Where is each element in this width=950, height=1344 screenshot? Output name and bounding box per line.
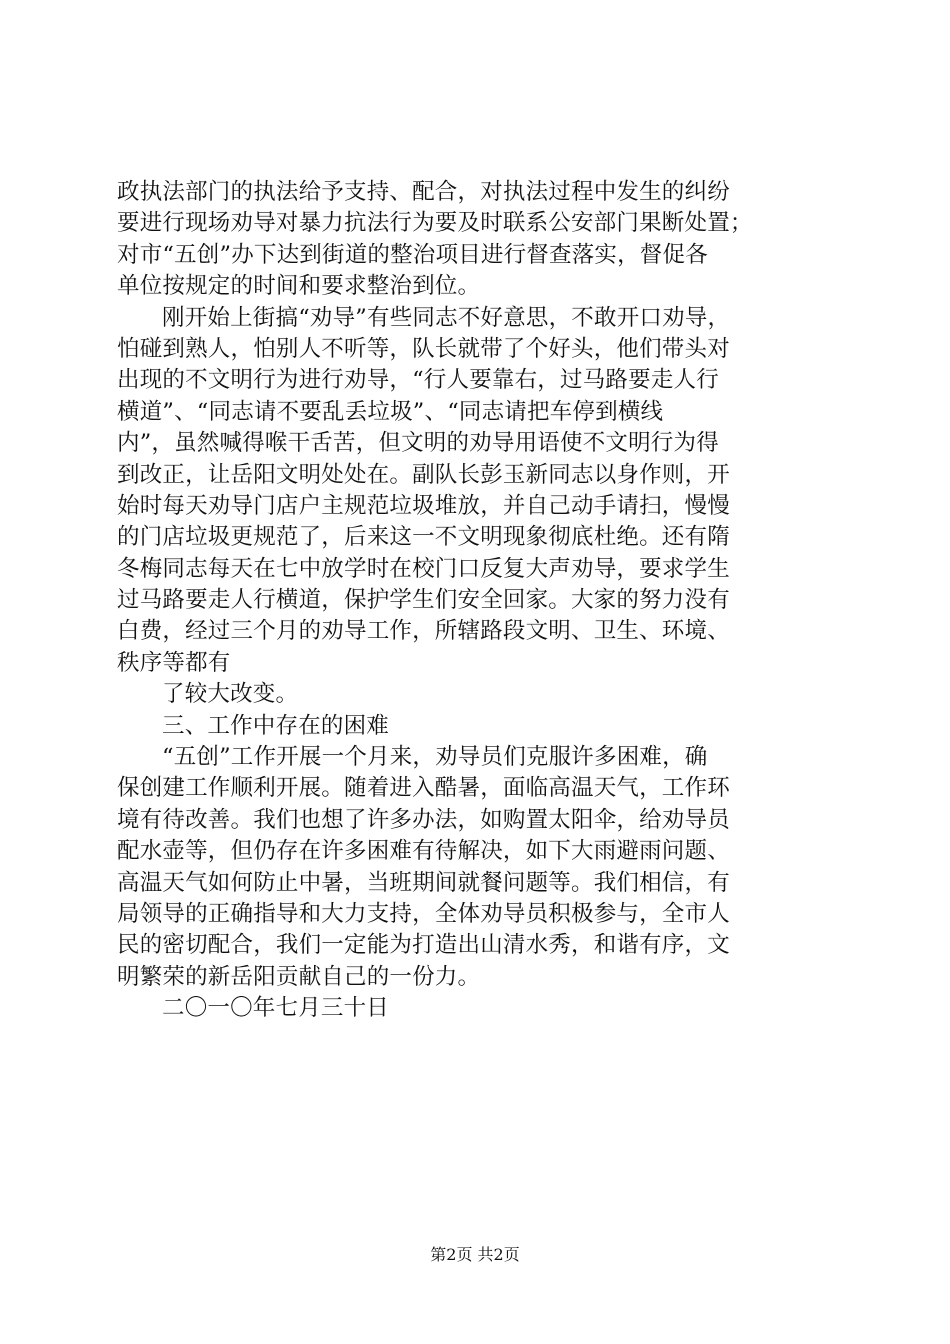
section-heading: 三、工作中存在的困难 — [162, 712, 390, 739]
text-line: 秩序等都有 — [117, 649, 231, 676]
paragraph-start-line: 了较大改变。 — [162, 681, 299, 708]
text-line: 高温天气如何防止中暑，当班期间就餐问题等。我们相信，有 — [117, 869, 730, 896]
text-line: 境有待改善。我们也想了许多办法，如购置太阳伞，给劝导员 — [117, 806, 730, 833]
text-line: 配水壶等，但仍存在许多困难有待解决，如下大雨避雨问题、 — [117, 838, 730, 865]
text-line: 横道”、“同志请不要乱丢垃圾”、“同志请把车停到横线 — [117, 398, 664, 425]
text-line: 白费，经过三个月的劝导工作，所辖路段文明、卫生、环境、 — [117, 618, 730, 645]
document-date: 二〇一〇年七月三十日 — [162, 995, 390, 1022]
text-line: 局领导的正确指导和大力支持，全体劝导员积极参与，全市人 — [117, 900, 730, 927]
paragraph-start-line: “五创”工作开展一个月来，劝导员们克服许多困难，确 — [162, 744, 708, 771]
text-line: 对市“五创”办下达到街道的整治项目进行督查落实，督促各 — [117, 241, 708, 268]
text-line: 冬梅同志每天在七中放学时在校门口反复大声劝导，要求学生 — [117, 555, 730, 582]
text-line: 明繁荣的新岳阳贡献自己的一份力。 — [117, 963, 481, 990]
text-line: 始时每天劝导门店户主规范垃圾堆放，并自己动手请扫，慢慢 — [117, 492, 730, 519]
document-body — [117, 177, 832, 1025]
text-line: 政执法部门的执法给予支持、配合，对执法过程中发生的纠纷 — [117, 179, 730, 205]
text-line: 到改正，让岳阳文明处处在。副队长彭玉新同志以身作则，开 — [117, 461, 730, 488]
page-number-footer: 第2页 共2页 — [430, 1245, 520, 1264]
text-line: 出现的不文明行为进行劝导，“行人要靠右，过马路要走人行 — [117, 367, 719, 394]
text-line: 要进行现场劝导对暴力抗法行为要及时联系公安部门果断处置； — [117, 210, 753, 237]
paragraph-start-line: 刚开始上街搞“劝导”有些同志不好意思，不敢开口劝导， — [162, 304, 731, 331]
text-line: 的门店垃圾更规范了，后来这一不文明现象彻底杜绝。还有隋 — [117, 524, 730, 551]
text-line: 民的密切配合，我们一定能为打造出山清水秀，和谐有序，文 — [117, 932, 730, 959]
text-line: 保创建工作顺利开展。随着进入酷暑，面临高温天气，工作环 — [117, 775, 730, 802]
text-line: 怕碰到熟人，怕别人不听等，队长就带了个好头，他们带头对 — [117, 335, 730, 362]
text-line: 内”，虽然喊得喉干舌苦，但文明的劝导用语使不文明行为得 — [117, 430, 719, 457]
text-line: 过马路要走人行横道，保护学生们安全回家。大家的努力没有 — [117, 587, 730, 614]
text-line: 单位按规定的时间和要求整治到位。 — [117, 273, 481, 300]
